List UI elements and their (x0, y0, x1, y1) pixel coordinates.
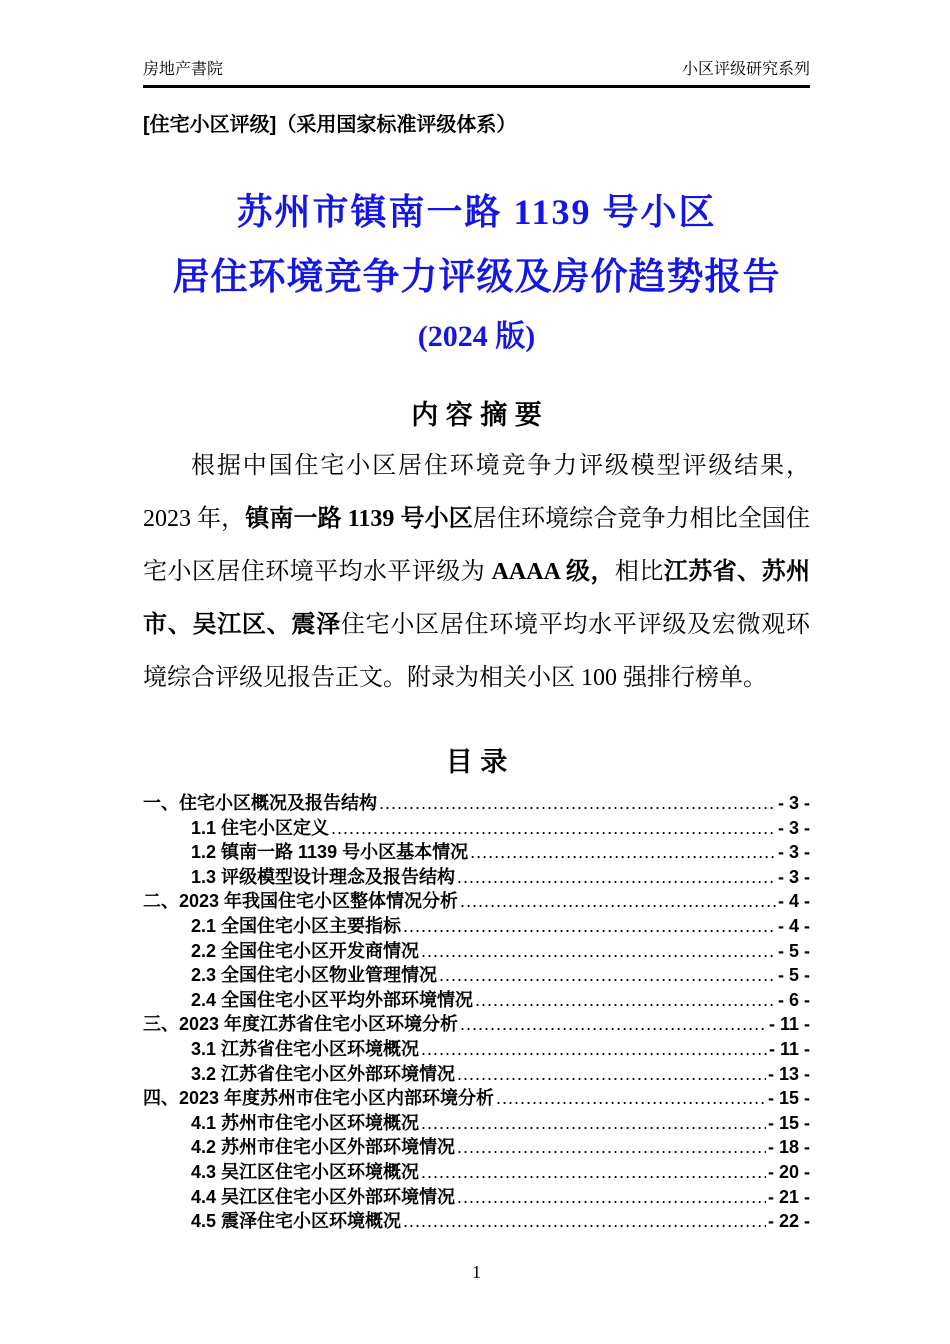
toc-entry-label: 2.3 全国住宅小区物业管理情况 (191, 965, 438, 986)
toc-entry-label: 4.4 吴江区住宅小区外部环境情况 (191, 1186, 456, 1207)
toc-entry[interactable] (143, 863, 810, 888)
toc-entry[interactable] (143, 912, 810, 937)
report-title-line1: 苏州市镇南一路 1139 号小区 (236, 192, 717, 232)
toc-entry-label: 2.1 全国住宅小区主要指标 (191, 915, 402, 936)
toc-entry-label: 三、2023 年度江苏省住宅小区环境分析 (143, 1014, 459, 1035)
toc-entry[interactable] (143, 937, 810, 962)
toc-entry-page: - 22 - (767, 1211, 810, 1232)
toc-entry[interactable] (143, 1183, 810, 1208)
toc-entry-label: 3.2 江苏省住宅小区外部环境情况 (191, 1063, 456, 1084)
toc-entry-page: - 5 - (777, 965, 810, 986)
toc-dotted-leader (457, 1187, 766, 1208)
toc-entry[interactable] (143, 1109, 810, 1134)
toc-dotted-leader (403, 1211, 766, 1232)
toc-entry[interactable] (143, 961, 810, 986)
toc-entry[interactable] (143, 1158, 810, 1183)
toc-entry-page: - 18 - (767, 1137, 810, 1158)
toc-dotted-leader (460, 1014, 767, 1035)
table-of-contents (143, 789, 810, 1232)
toc-entry[interactable] (143, 838, 810, 863)
toc-entry-label: 1.1 住宅小区定义 (191, 817, 330, 838)
toc-entry-page: - 3 - (777, 866, 810, 887)
toc-heading: 目 录 (445, 747, 508, 777)
report-title-line2: 居住环境竞争力评级及房价趋势报告 (172, 257, 781, 298)
toc-entry[interactable] (143, 887, 810, 912)
toc-entry-label: 3.1 江苏省住宅小区环境概况 (191, 1038, 420, 1059)
toc-dotted-leader (439, 965, 776, 986)
toc-entry[interactable] (143, 1060, 810, 1085)
toc-entry[interactable] (143, 814, 810, 839)
toc-dotted-leader (457, 1137, 766, 1158)
summary-community-name: 镇南一路 1139 号小区 (245, 506, 473, 532)
toc-dotted-leader (421, 1039, 767, 1060)
toc-entry[interactable] (143, 1084, 810, 1109)
toc-entry[interactable] (143, 1133, 810, 1158)
toc-entry-page: - 5 - (777, 940, 810, 961)
toc-dotted-leader (457, 867, 776, 888)
summary-paragraph (143, 440, 810, 705)
toc-entry-page: - 20 - (767, 1161, 810, 1182)
summary-text-4: 住宅小区居住环境平均水平评级及宏微观环境综合评级见报告正文。附录为相关小区 100 强排行榜单。 (143, 612, 811, 691)
summary-text-2: 居住环境综合竞争力相比全国住宅小区居住环境平均水平评级为 (143, 506, 810, 585)
summary-text-3: 相比 (614, 559, 664, 585)
toc-dotted-leader (470, 842, 776, 863)
toc-entry[interactable] (143, 1010, 810, 1035)
toc-entry-label: 4.1 苏州市住宅小区环境概况 (191, 1112, 420, 1133)
toc-dotted-leader (457, 1064, 766, 1085)
toc-entry[interactable] (143, 986, 810, 1011)
summary-rating-grade: AAAA 级， (491, 559, 615, 585)
toc-dotted-leader (379, 793, 776, 814)
toc-entry-page: - 21 - (767, 1186, 810, 1207)
toc-entry-label: 4.2 苏州市住宅小区外部环境情况 (191, 1137, 456, 1158)
running-header (143, 60, 810, 80)
toc-entry-page: - 3 - (777, 842, 810, 863)
toc-entry-label: 2.2 全国住宅小区开发商情况 (191, 940, 420, 961)
toc-dotted-leader (331, 818, 776, 839)
page-number: 1 (472, 1261, 481, 1282)
toc-entry-page: - 3 - (777, 793, 810, 813)
toc-entry-label: 一、住宅小区概况及报告结构 (143, 793, 377, 813)
header-rule (143, 85, 810, 88)
toc-entry[interactable] (143, 1035, 810, 1060)
toc-entry-page: - 11 - (768, 1014, 810, 1035)
toc-entry-label: 二、2023 年我国住宅小区整体情况分析 (143, 891, 459, 912)
toc-entry-page: - 4 - (777, 891, 810, 912)
toc-entry-page: - 11 - (768, 1038, 810, 1059)
toc-dotted-leader (421, 1162, 766, 1183)
summary-text-1: 根据中国住宅小区居住环境竞争力评级模型评级结果，2023 年， (143, 453, 810, 532)
toc-entry[interactable] (143, 789, 810, 814)
toc-entry-label: 4.3 吴江区住宅小区环境概况 (191, 1161, 420, 1182)
toc-entry-label: 四、2023 年度苏州市住宅小区内部环境分析 (143, 1088, 495, 1109)
rating-system-label: [住宅小区评级]（采用国家标准评级体系） (143, 114, 517, 136)
toc-entry-page: - 6 - (777, 989, 810, 1010)
header-left-text: 房地产書院 (143, 61, 224, 78)
header-right-text: 小区评级研究系列 (681, 61, 810, 78)
toc-entry-page: - 15 - (767, 1112, 810, 1133)
toc-dotted-leader (496, 1088, 766, 1109)
toc-entry-page: - 3 - (777, 817, 810, 838)
toc-dotted-leader (421, 1113, 766, 1134)
toc-dotted-leader (475, 990, 776, 1011)
toc-entry-page: - 13 - (767, 1063, 810, 1084)
toc-entry-label: 4.5 震泽住宅小区环境概况 (191, 1211, 402, 1232)
report-edition: (2024 版) (417, 320, 536, 353)
toc-entry-label: 1.2 镇南一路 1139 号小区基本情况 (191, 842, 469, 863)
summary-region-names: 江苏省、苏州市、吴江区、震泽 (143, 559, 811, 638)
toc-entry[interactable] (143, 1207, 810, 1232)
toc-dotted-leader (403, 916, 776, 937)
toc-entry-label: 1.3 评级模型设计理念及报告结构 (191, 866, 456, 887)
toc-entry-label: 2.4 全国住宅小区平均外部环境情况 (191, 989, 474, 1010)
toc-dotted-leader (460, 891, 776, 912)
toc-entry-page: - 15 - (767, 1088, 810, 1109)
summary-heading: 内 容 摘 要 (411, 400, 542, 430)
toc-dotted-leader (421, 941, 776, 962)
toc-entry-page: - 4 - (777, 915, 810, 936)
